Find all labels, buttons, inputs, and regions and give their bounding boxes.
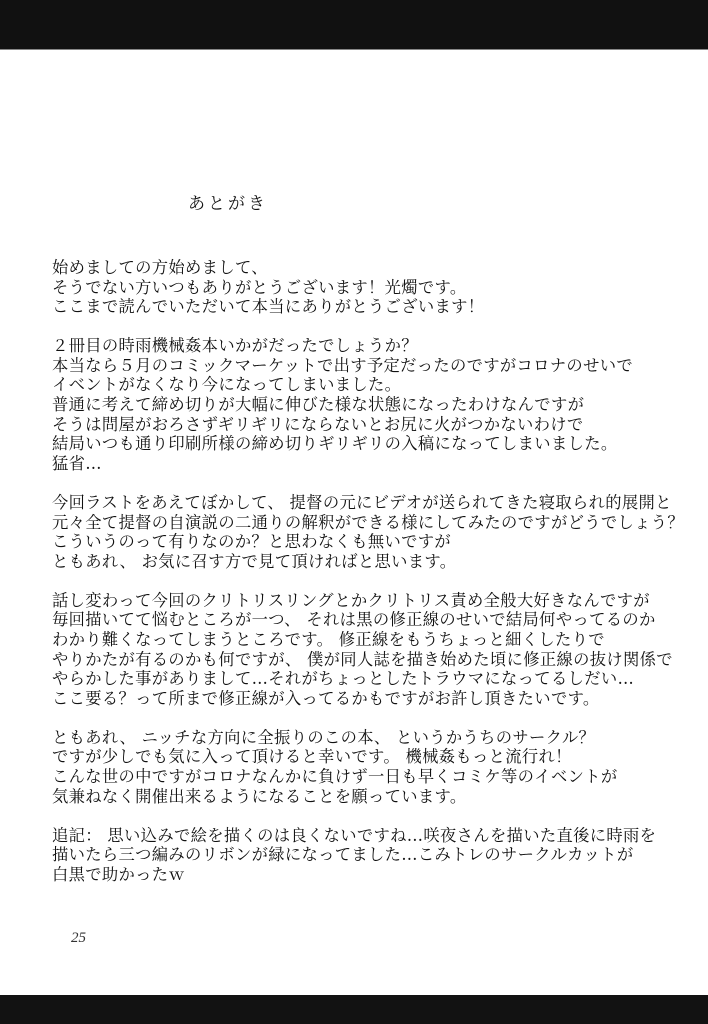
text-line: そうは問屋がおろさずギリギリにならないとお尻に火がつかないわけで	[52, 414, 584, 434]
text-line: やりかたが有るのかも何ですが、 僕が同人誌を描き始めた頃に修正線の抜け関係で	[52, 649, 673, 669]
text-line: やらかした事がありまして…それがちょっとしたトラウマになってるしだい…	[52, 669, 635, 689]
page-edge-line	[0, 49, 708, 50]
page-title: あとがき	[188, 194, 268, 214]
text-line: 毎回描いてて悩むところが一つ、 それは黒の修正線のせいで結局何やってるのか	[52, 610, 656, 630]
text-line: 結局いつも通り印刷所様の締め切りギリギリの入稿になってしまいました。	[52, 434, 618, 454]
text-line: ですが少しでも気に入って頂けると幸いです。 機械姦もっと流行れ！	[52, 747, 572, 767]
bottom-black-border	[0, 995, 708, 1024]
text-line: 本当なら５月のコミックマーケットで出す予定だったのですがコロナのせいで	[52, 355, 633, 375]
page-number: 25	[71, 930, 86, 946]
text-line: ここまで読んでいただいて本当にありがとうございます！	[52, 297, 485, 317]
text-line: ２冊目の時雨機械姦本いかがだったでしょうか？	[52, 336, 418, 356]
text-line: ここ要る？って所まで修正線が入ってるかもですがお許し頂きたいです。	[52, 688, 600, 708]
paragraph-postscript	[52, 826, 692, 885]
text-line: 元々全て提督の自演説の二通りの解釈ができる様にしてみたのですがどうでしょう？	[52, 512, 684, 532]
text-line: 白黒で助かったｗ	[52, 864, 186, 884]
text-line: 気兼ねなく開催出来るようになることを願っています。	[52, 786, 467, 806]
text-line: 始めましての方始めまして、	[52, 258, 268, 277]
paragraph-delay	[52, 336, 692, 473]
text-line: こんな世の中ですがコロナなんかに負けず一日も早くコミケ等のイベントが	[52, 767, 618, 787]
top-black-border	[0, 0, 708, 49]
text-line: ともあれ、 ニッチな方向に全振りのこの本、 というかうちのサークル？	[52, 727, 596, 747]
text-line: 話し変わって今回のクリトリスリングとかクリトリス責め全般大好きなんですが	[52, 590, 650, 610]
paragraph-greeting	[52, 258, 692, 317]
text-line: 普通に考えて締め切りが大幅に伸びた様な状態になったわけなんですが	[52, 395, 585, 415]
text-line: 猛省…	[52, 453, 102, 473]
text-line: イベントがなくなり今になってしまいました。	[52, 375, 402, 395]
paragraph-closing	[52, 728, 692, 806]
text-line: そうでない方いつもありがとうございます！光燭です。	[52, 277, 467, 297]
text-line: ともあれ、 お気に召す方で見て頂ければと思います。	[52, 551, 457, 571]
paragraph-censorship	[52, 591, 692, 709]
text-line: 追記： 思い込みで絵を描くのは良くないですね…咲夜さんを描いた直後に時雨を	[52, 825, 657, 845]
text-line: 今回ラストをあえてぼかして、 提督の元にビデオが送られてきた寝取られ的展開と	[52, 492, 672, 512]
text-line: こういうのって有りなのか？と思わなくも無いですが	[52, 532, 451, 552]
text-line: 描いたら三つ編みのリボンが緑になってました…こみトレのサークルカットが	[52, 845, 634, 865]
afterword-body	[52, 258, 692, 904]
text-line: わかり難くなってしまうところです。 修正線をもうちょっと細くしたりで	[52, 630, 605, 649]
paragraph-ending	[52, 493, 692, 571]
